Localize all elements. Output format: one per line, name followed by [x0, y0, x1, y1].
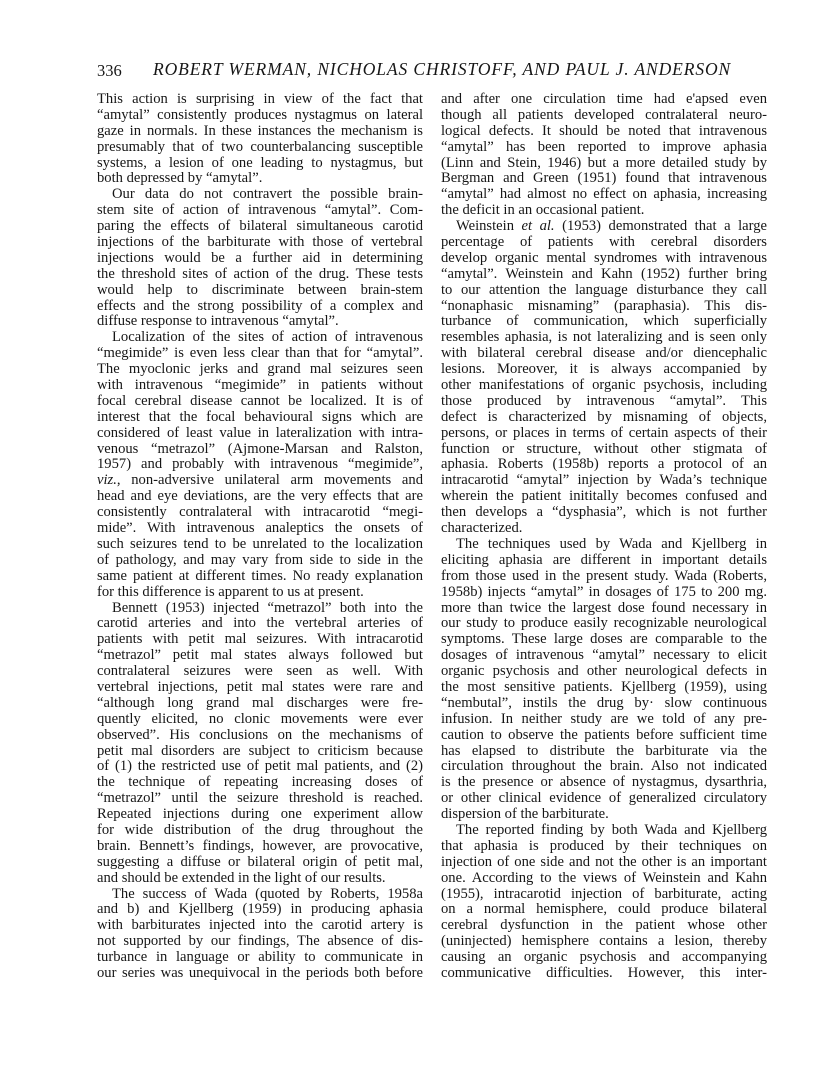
text-line: same patient at different times. No ready explanation	[97, 568, 423, 584]
text-line: aphasia. Roberts (1958b) reports a protocol of an	[441, 457, 767, 473]
text-line: with barbiturates injected into the carotid artery is	[97, 918, 423, 934]
text-line: communicative difficulties. However, this inter-	[441, 965, 767, 981]
text-line: suggesting a diffuse or bilateral origin of petit mal,	[97, 854, 423, 870]
text-line: logical defects. It should be noted that intravenous	[441, 123, 767, 139]
text-line: develop organic mental syndromes with intravenous	[441, 250, 767, 266]
text-line: systems, a lesion of one leading to nystagmus, but	[97, 155, 423, 171]
paragraph	[97, 187, 423, 330]
text-line: one. According to the views of Weinstein and Kahn	[441, 870, 767, 886]
text-line: 1958b) injects “amytal” in dosages of 175 to 200 mg.	[441, 584, 767, 600]
text-line: turbance in language or ability to communicate in	[97, 950, 423, 966]
text-line: The success of Wada (quoted by Roberts, 1958a	[112, 886, 423, 902]
text-line: and b) and Kjellberg (1959) in producing aphasia	[97, 902, 423, 918]
text-line: more than twice the largest dose found necessary in	[441, 600, 767, 616]
text-column-left	[97, 92, 423, 982]
text-line: considered of least value in lateralization with intra-	[97, 425, 423, 441]
text-line: resembles aphasia, is not lateralizing and is seen only	[441, 330, 767, 346]
text-line: such seizures tend to be unrelated to the localization	[97, 536, 423, 552]
text-line: though all patients developed contralateral neuro-	[441, 107, 767, 123]
italic-text: viz.	[97, 473, 117, 489]
text-line: of pathology, and may vary from side to side in the	[97, 552, 423, 568]
text-line: “amytal” had almost no effect on aphasia, increasing	[441, 187, 767, 203]
text-line: (uninjected) hemisphere contains a lesion, thereby	[441, 934, 767, 950]
text-line: and after one circulation time had e'apsed even	[441, 92, 767, 107]
text-line: The myoclonic jerks and grand mal seizures seen	[97, 362, 423, 378]
text-line: other manifestations of organic psychosis, including	[441, 378, 767, 394]
text-line: “amytal”. Weinstein and Kahn (1952) further bring	[441, 266, 767, 282]
text-line: effects and the strong possibility of a complex and	[97, 298, 423, 314]
text-line: turbance of communication, which superficially	[441, 314, 767, 330]
text-line: “megimide” is even less clear than that for “amytal”.	[97, 346, 423, 362]
text-line: “although long grand mal discharges were fre-	[97, 695, 423, 711]
paragraph	[441, 219, 767, 537]
text-line: observed”. His conclusions on the mechanisms of	[97, 727, 423, 743]
text-line: diffuse response to intravenous “amytal”.	[97, 314, 339, 330]
text-line: persons, or places in terms of certain aspects of their	[441, 425, 767, 441]
text-column-right	[441, 92, 767, 982]
text-line	[97, 473, 423, 489]
text-line: our series was unequivocal in the periods both before	[97, 965, 423, 981]
text-line: Bergman and Green (1951) found that intravenous	[441, 171, 767, 187]
text-line: of (1) the restricted use of petit mal patients, and (2)	[97, 759, 423, 775]
text-line: with bilateral cerebral disease and/or diencephalic	[441, 346, 767, 362]
text-line: quently elicited, no clonic movements were ever	[97, 711, 423, 727]
text-line: with intravenous “megimide” in patients without	[97, 378, 423, 394]
text-line: or other clinical evidence of generalized circulatory	[441, 791, 767, 807]
text-line: lesions. Moreover, it is always accompanied by	[441, 362, 767, 378]
text-line	[441, 219, 767, 235]
text-line: to our attention the language disturbance they call	[441, 282, 767, 298]
text-line: infusion. In neither study are we told of any pre-	[441, 711, 767, 727]
text-line: percentage of patients with cerebral disorders	[441, 235, 767, 251]
text-line: patients with petit mal seizures. With intracarotid	[97, 632, 423, 648]
text-line: The techniques used by Wada and Kjellberg in	[456, 536, 767, 552]
text-line: venous “metrazol” (Ajmone-Marsan and Ralston,	[97, 441, 423, 457]
text-line: This action is surprising in view of the fact that	[97, 92, 423, 107]
text-line: that aphasia is produced by their techniques on	[441, 838, 767, 854]
text-line: gaze in normals. In these instances the mechanism is	[97, 123, 423, 139]
text-line: is the presence or absence of nystagmus, dysarthria,	[441, 775, 767, 791]
text-line: injection of one side and not the other is an important	[441, 854, 767, 870]
text-line: head and eye deviations, are the very effects that are	[97, 489, 423, 505]
text-line: our study to produce easily recognizable neurological	[441, 616, 767, 632]
text-line: consistently contralateral with intracarotid “megi-	[97, 505, 423, 521]
text-line: paring the effects of bilateral simultaneous carotid	[97, 219, 423, 235]
text-line: would help to discriminate between brain-stem	[97, 282, 423, 298]
italic-text: et al.	[521, 219, 555, 235]
text-line: circulation throughout the brain. Also not indicated	[441, 759, 767, 775]
text-line: carotid arteries and into the vertebral arteries of	[97, 616, 423, 632]
text-line: defect is characterized by misnaming of objects,	[441, 409, 767, 425]
text-line: “amytal” has been reported to improve aphasia	[441, 139, 767, 155]
text-segment: Weinstein	[456, 219, 522, 235]
text-line: Our data do not contravert the possible brain-	[112, 187, 423, 203]
text-line: has elapsed to distribute the barbiturate via the	[441, 743, 767, 759]
text-line: wherein the patient inititally becomes confused and	[441, 489, 767, 505]
text-line: function or structure, without other stigmata of	[441, 441, 767, 457]
paragraph	[97, 330, 423, 600]
text-line: focal cerebral disease cannot be localized. It is of	[97, 393, 423, 409]
text-line: from those used in the present study. Wada (Roberts,	[441, 568, 767, 584]
text-line: characterized.	[441, 521, 523, 537]
text-line: those produced by intravenous “amytal”. This	[441, 393, 767, 409]
text-line: then develops a “dysphasia”, which is not further	[441, 505, 767, 521]
text-line: eliciting aphasia are different in important details	[441, 552, 767, 568]
text-line: caution to observe the patients before sufficient time	[441, 727, 767, 743]
text-line: both depressed by “amytal”.	[97, 171, 263, 187]
text-line: dosages of intravenous “amytal” necessary to elicit	[441, 648, 767, 664]
page-number: 336	[97, 61, 122, 80]
text-line: injections of the barbiturate with those of vertebral	[97, 235, 423, 251]
text-line: injections would be a further aid in determining	[97, 250, 423, 266]
text-line: “nembutal”, instils the drug by· slow continuous	[441, 695, 767, 711]
text-line: on a normal hemisphere, could produce bilateral	[441, 902, 767, 918]
paragraph	[97, 92, 423, 187]
paragraph	[441, 823, 767, 982]
text-line: The reported finding by both Wada and Kjellberg	[456, 822, 767, 838]
text-line: Localization of the sites of action of intravenous	[112, 330, 423, 346]
text-line: organic psychosis and other neurological defects in	[441, 664, 767, 680]
text-line: 1957) and probably with intravenous “megimide”,	[97, 457, 423, 473]
text-line: interest that the focal behavioural signs which are	[97, 409, 423, 425]
paragraph	[441, 92, 767, 219]
text-line: (1955), intracarotid injection of barbiturate, acting	[441, 886, 767, 902]
text-line: “nonaphasic misnaming” (paraphasia). This dis-	[441, 298, 767, 314]
text-line: mide”. With intravenous analeptics the onsets of	[97, 521, 423, 537]
paragraph	[97, 601, 423, 887]
text-line: petit mal disorders are subject to criticism because	[97, 743, 423, 759]
text-line: “metrazol” petit mal states always followed but	[97, 648, 423, 664]
text-line: the most sensitive patients. Kjellberg (1959), using	[441, 679, 767, 695]
text-line: cerebral dysfunction in the patient whose other	[441, 918, 767, 934]
text-line: causing an organic psychosis and accompanying	[441, 950, 767, 966]
paragraph	[97, 887, 423, 982]
text-line: Repeated injections during one experiment allow	[97, 807, 423, 823]
text-line: the deficit in an occasional patient.	[441, 203, 645, 219]
text-line: for this difference is apparent to us at present.	[97, 584, 364, 600]
text-line: and should be extended in the light of our results.	[97, 870, 386, 886]
text-line: presumably that of two counterbalancing susceptible	[97, 139, 423, 155]
text-line: (Linn and Stein, 1946) but a more detailed study by	[441, 155, 767, 171]
text-line: “metrazol” until the seizure threshold is reached.	[97, 791, 423, 807]
text-line: symptoms. These large doses are comparable to the	[441, 632, 767, 648]
text-line: contralateral seizures were seen as well. With	[97, 664, 423, 680]
text-line: Bennett (1953) injected “metrazol” both into the	[112, 600, 423, 616]
text-line: not supported by our findings, The absence of dis-	[97, 934, 423, 950]
text-line: brain. Bennett’s findings, however, are provocative,	[97, 838, 423, 854]
paragraph	[441, 537, 767, 823]
text-line: for wide distribution of the drug throughout the	[97, 822, 423, 838]
running-head-authors: ROBERT WERMAN, NICHOLAS CHRISTOFF, AND PAUL J. ANDERSON	[153, 59, 732, 79]
text-line: intracarotid “amytal” injection by Wada’s technique	[441, 473, 767, 489]
text-segment: , non-adversive unilateral arm movements and	[116, 473, 423, 489]
text-line: the technique of repeating increasing doses of	[97, 775, 423, 791]
text-line: vertebral injections, petit mal states were rare and	[97, 679, 423, 695]
text-line: dispersion of the barbiturate.	[441, 807, 609, 823]
text-line: the threshold sites of action of the drug. These tests	[97, 266, 423, 282]
text-line: stem site of action of intravenous “amytal”. Com-	[97, 203, 423, 219]
text-line: “amytal” consistently produces nystagmus on lateral	[97, 107, 423, 123]
text-segment: (1953) demonstrated that a large	[554, 219, 767, 235]
